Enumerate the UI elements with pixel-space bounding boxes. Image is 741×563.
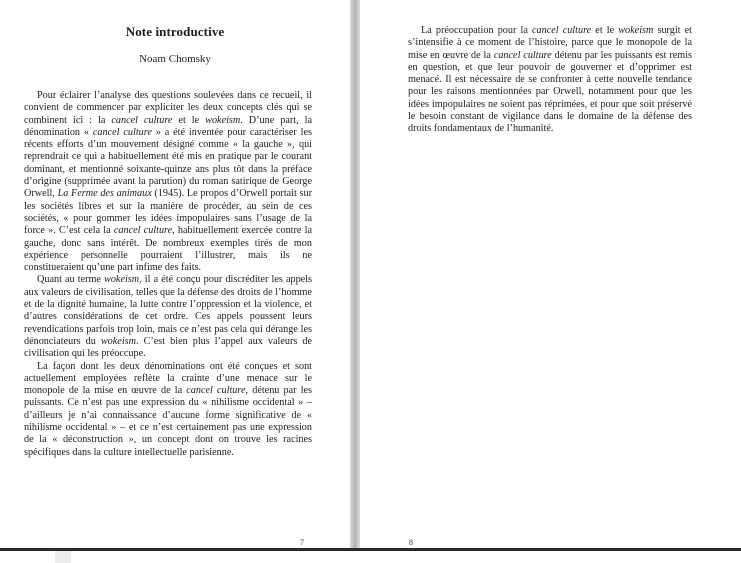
- text-run: » a été inventée pour caractériser les récents efforts d’un mouvement désigné comme « la gauche », qui reprendrait ce qui a habituellement été mis en pratique par le courant dominant, et mentionné soixante-quinze ans plus tôt dans la préface d’origine (supprimée avant la parution) du roman satirique de George Orwell,: [24, 126, 313, 200]
- italic-term: cancel culture: [92, 126, 152, 138]
- text-run: détenu par les puissants est remis en question, et que leur pouvoir de gouverner et d’opprimer est menacé. Il est nécessaire de se confronter à cette nouvelle tendance pour les raisons mentionnées par Orwell, notamment pour que les idées impopulaires ne soient pas réprimées, et pour que soit préservé le besoin constant de vigilance dans le domaine de la défense des droits fondamentaux de l’humanité.: [408, 49, 692, 135]
- viewer-scroll-tab[interactable]: [55, 551, 71, 563]
- text-run: . D’une part, la dénomination «: [24, 114, 312, 138]
- right-page-body: [408, 25, 692, 136]
- left-page: [0, 0, 350, 548]
- book-gutter: [350, 0, 360, 548]
- italic-term: La Ferme des animaux: [57, 188, 152, 200]
- text-run: Quant au terme: [37, 274, 105, 286]
- text-run: , il a été conçu pour discréditer les appels aux valeurs de civilisation, telles que la défense des droits de l’homme et de la dignité humaine, la lutte contre l’oppression et la violence, et d’autres considérations de cet ordre. Ces appels poussent leurs revendications parfois trop loin, mais ce n’est pas cela qui dérange les dénonciateurs du: [24, 274, 312, 347]
- chapter-title: Note introductive: [125, 24, 225, 39]
- right-page: [360, 0, 741, 548]
- author-name: Noam Chomsky: [139, 53, 211, 65]
- paragraph: [24, 90, 312, 274]
- viewer-bottom-band: [0, 551, 741, 563]
- italic-term: wokeism: [104, 274, 140, 286]
- text-run: (1945). Le propos d’Orwell portait sur les sociétés libres et sur la manière de procéder, au sein de ces sociétés, « pour gommer les idées impopulaires sans l’usage de la force ». C’est cela la: [24, 188, 312, 237]
- text-run: , détenu par les puissants. Ce n’est pas une expression du « nihilisme occidental » – d’ailleurs je n’ai connaissance d’aucune forme significative de « nihilisme occidental » – et ce n’est certainement pas une expression de la « déconstruction », un concept dont on trouve les racines spécifiques dans la culture intellectuelle parisienne.: [24, 385, 313, 458]
- page-number-right: 8: [409, 538, 413, 547]
- italic-term: cancel culture: [493, 49, 552, 61]
- paragraph: [24, 361, 312, 459]
- text-run: . C’est bien plus l’appel aux valeurs de civilisation qui les préoccupe.: [24, 335, 312, 360]
- paragraph: [408, 25, 692, 136]
- page-number-left: 7: [300, 538, 304, 547]
- text-run: et le: [172, 114, 206, 126]
- italic-term: wokeism: [205, 114, 241, 126]
- italic-term: cancel culture: [111, 114, 173, 126]
- text-run: et le: [591, 25, 619, 36]
- italic-term: wokeism: [618, 25, 654, 36]
- text-run: Pour éclairer l’analyse des questions soulevées dans ce recueil, il convient de commencer par expliciter les deux concepts clés qui se combinent ici : la: [24, 90, 312, 126]
- italic-term: cancel culture: [186, 385, 246, 397]
- italic-term: wokeism: [100, 335, 136, 347]
- italic-term: cancel culture: [113, 225, 173, 237]
- left-page-body: [24, 90, 312, 459]
- text-run: La préoccupation pour la: [421, 25, 532, 36]
- text-run: , habituellement exercée contre la gauche, donc sans intérêt. De nombreux exemples tirés de mon expérience personnelle pourraient l’illustrer, mais ils ne constitueraient qu’une part infime des faits.: [24, 225, 312, 274]
- paragraph: [24, 274, 312, 360]
- text-run: surgit et s’intensifie à ce moment de l’histoire, parce que le monopole de la mise en œuvre de la: [408, 25, 692, 61]
- text-run: La façon dont les deux dénominations ont été conçues et sont actuellement employées reflète la crainte d’une menace sur le monopole de la mise en œuvre de la: [24, 360, 312, 397]
- italic-term: cancel culture: [531, 25, 592, 36]
